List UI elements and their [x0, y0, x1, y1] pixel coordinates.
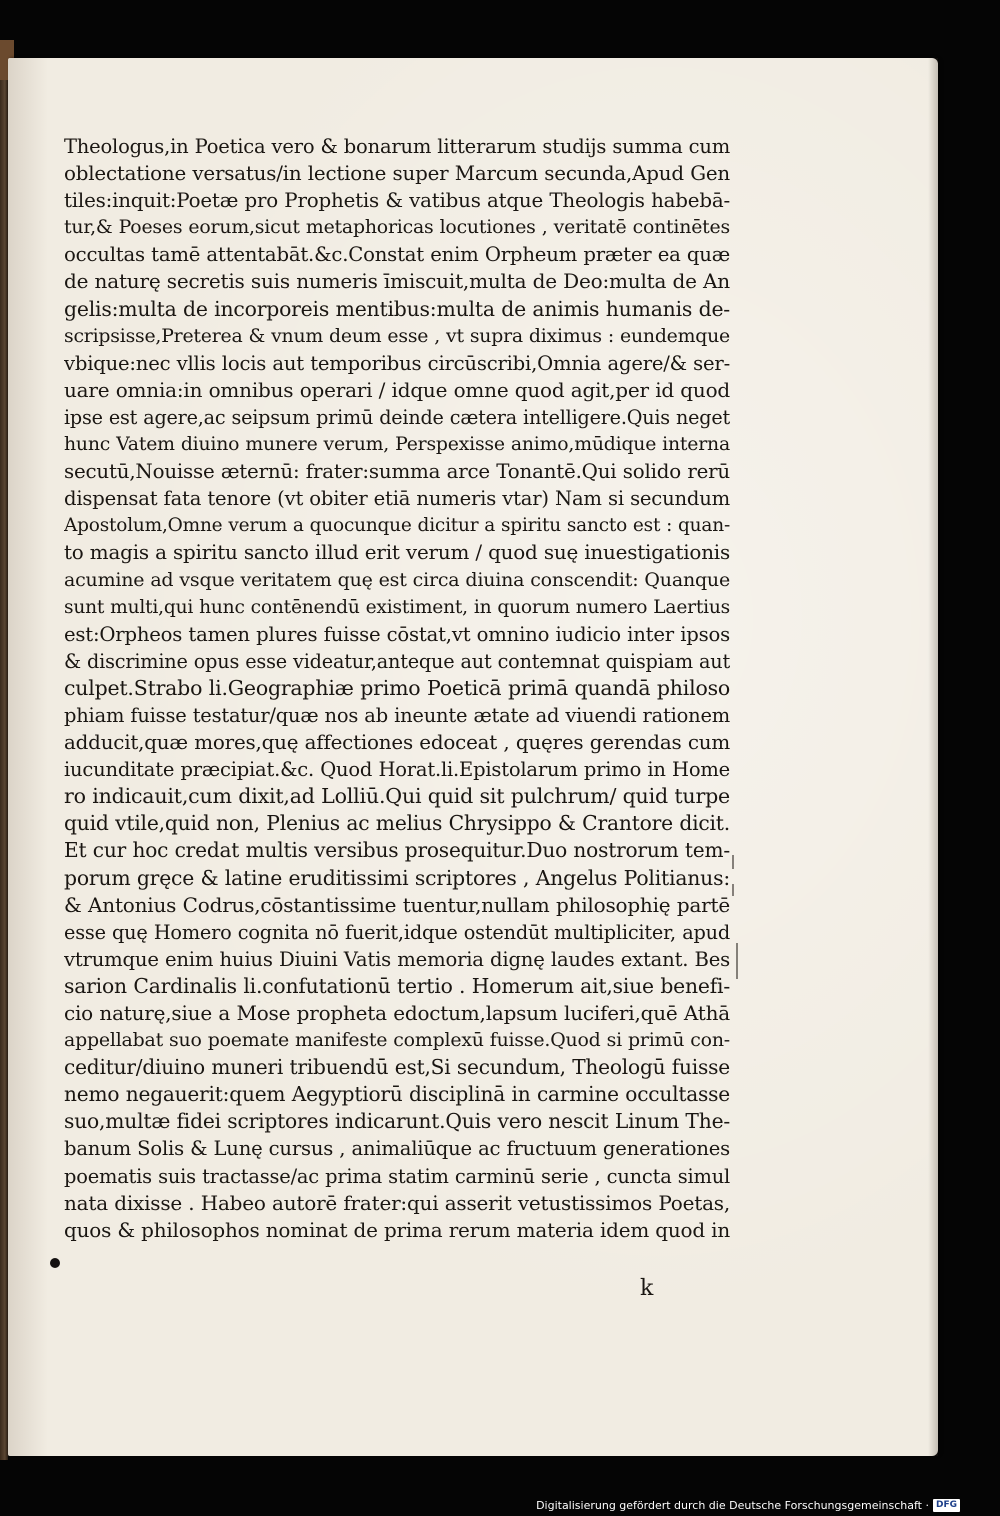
text-line: secutū,Nouisse æternū: frater:summa arce Tonantē.Qui solido rerū [64, 460, 730, 484]
text-line: acumine ad vsque veritatem quę est circa diuina conscendit: Quanque [64, 568, 730, 591]
text-line: est:Orpheos tamen plures fuisse cōstat,vt omnino iudicio inter ipsos [64, 622, 730, 646]
text-line: phiam fuisse testatur/quæ nos ab ineunte ætate ad viuendi rationem [64, 703, 730, 727]
text-line: occultas tamē attentabāt.&c.Constat enim Orpheum præter ea quæ [64, 243, 730, 267]
text-line: sarion Cardinalis li.confutationū tertio . Homerum ait,siue benefi- [64, 973, 730, 998]
body-text [64, 133, 730, 1244]
book-page [8, 58, 938, 1456]
text-line: & Antonius Codrus,cōstantissime tuentur,nullam philosophię partē [64, 892, 730, 917]
text-line: sunt multi,qui hunc contēnendū existiment, in quorum numero Laertius [64, 596, 730, 618]
text-line: poematis suis tractasse/ac prima statim carminū serie , cuncta simul [64, 1164, 730, 1188]
text-line: appellabat suo poemate manifeste complexū fuisse.Quod si primū con- [64, 1029, 730, 1052]
text-line: esse quę Homero cognita nō fuerit,idque ostendūt multipliciter, apud [64, 920, 730, 944]
text-line: dispensat fata tenore (vt obiter etiā numeris vtar) Nam si secundum [64, 487, 730, 511]
text-line: porum gręce & latine eruditissimi scriptores , Angelus Politianus: [64, 865, 730, 890]
text-line: hunc Vatem diuino munere verum, Perspexisse animo,mūdique interna [64, 434, 730, 456]
text-line: to magis a spiritu sancto illud erit verum / quod suę inuestigationis [64, 541, 730, 565]
text-line: ceditur/diuino muneri tribuendū est,Si secundum, Theologū fuisse [64, 1055, 730, 1080]
text-line: gelis:multa de incorporeis mentibus:multa de animis humanis de- [64, 296, 730, 321]
page-shadow [928, 58, 938, 1456]
text-line: iucunditate præcipiat.&c. Quod Horat.li.Epistolarum primo in Home [64, 758, 730, 782]
text-line: & discrimine opus esse videatur,anteque aut contemnat quispiam aut [64, 649, 730, 673]
text-line: nata dixisse . Habeo autorē frater:qui asserit vetustissimos Poetas, [64, 1190, 730, 1215]
text-line: vbique:nec vllis locis aut temporibus circūscribi,Omnia agere/& ser- [64, 351, 730, 375]
text-line: Theologus,in Poetica vero & bonarum litterarum studijs summa cum [64, 135, 730, 158]
text-line: de naturę secretis suis numeris īmiscuit,multa de Deo:multa de An [64, 269, 730, 294]
text-line: Apostolum,Omne verum a quocunque dicitur a spiritu sancto est : quan- [64, 515, 730, 537]
text-line: nemo negauerit:quem Aegyptiorū disciplinā in carmine occultasse [64, 1082, 730, 1107]
text-line: tiles:inquit:Poetæ pro Prophetis & vatibus atque Theologis habebā- [64, 189, 730, 213]
dfg-logo: DFG [933, 1499, 960, 1512]
text-line: Et cur hoc credat multis versibus prosequitur.Duo nostrorum tem- [64, 838, 730, 863]
text-line: adducit,quæ mores,quę affectiones edoceat , quęres gerendas cum [64, 731, 730, 755]
book-edge [0, 40, 8, 1460]
text-line: banum Solis & Lunę cursus , animaliūque ac fructuum generationes [64, 1137, 730, 1161]
text-line: ipse est agere,ac seipsum primū deinde cætera intelligere.Quis neget [64, 405, 730, 429]
signature-mark: k [640, 1276, 654, 1301]
margin-mark [736, 943, 738, 979]
text-line: cio naturę,siue a Mose propheta edoctum,lapsum luciferi,quē Athā [64, 1001, 730, 1025]
text-line: culpet.Strabo li.Geographiæ primo Poeticā primā quandā philoso [64, 675, 730, 700]
text-line: ro indicauit,cum dixit,ad Lolliū.Qui quid sit pulchrum/ quid turpe [64, 784, 730, 809]
margin-mark [732, 884, 734, 896]
ink-dot [50, 1258, 60, 1268]
text-line: scripsisse,Preterea & vnum deum esse , vt supra diximus : eundemque [64, 325, 730, 347]
text-line: quid vtile,quid non, Plenius ac melius Chrysippo & Crantore dicit. [64, 811, 730, 836]
text-line: oblectatione versatus/in lectione super Marcum secunda,Apud Gen [64, 162, 730, 186]
margin-mark [732, 855, 734, 869]
footer-credit [536, 1499, 960, 1512]
text-line: tur,& Poeses eorum,sicut metaphoricas locutiones , veritatē continētes [64, 216, 730, 239]
text-line: uare omnia:in omnibus operari / idque omne quod agit,per id quod [64, 377, 730, 402]
text-line: quos & philosophos nominat de prima rerum materia idem quod in [64, 1217, 730, 1242]
text-line: suo,multæ fidei scriptores indicarunt.Quis vero nescit Linum The- [64, 1109, 730, 1134]
footer-text: Digitalisierung gefördert durch die Deutsche Forschungsgemeinschaft · [536, 1499, 929, 1512]
text-line: vtrumque enim huius Diuini Vatis memoria dignę laudes extant. Bes [64, 947, 730, 971]
